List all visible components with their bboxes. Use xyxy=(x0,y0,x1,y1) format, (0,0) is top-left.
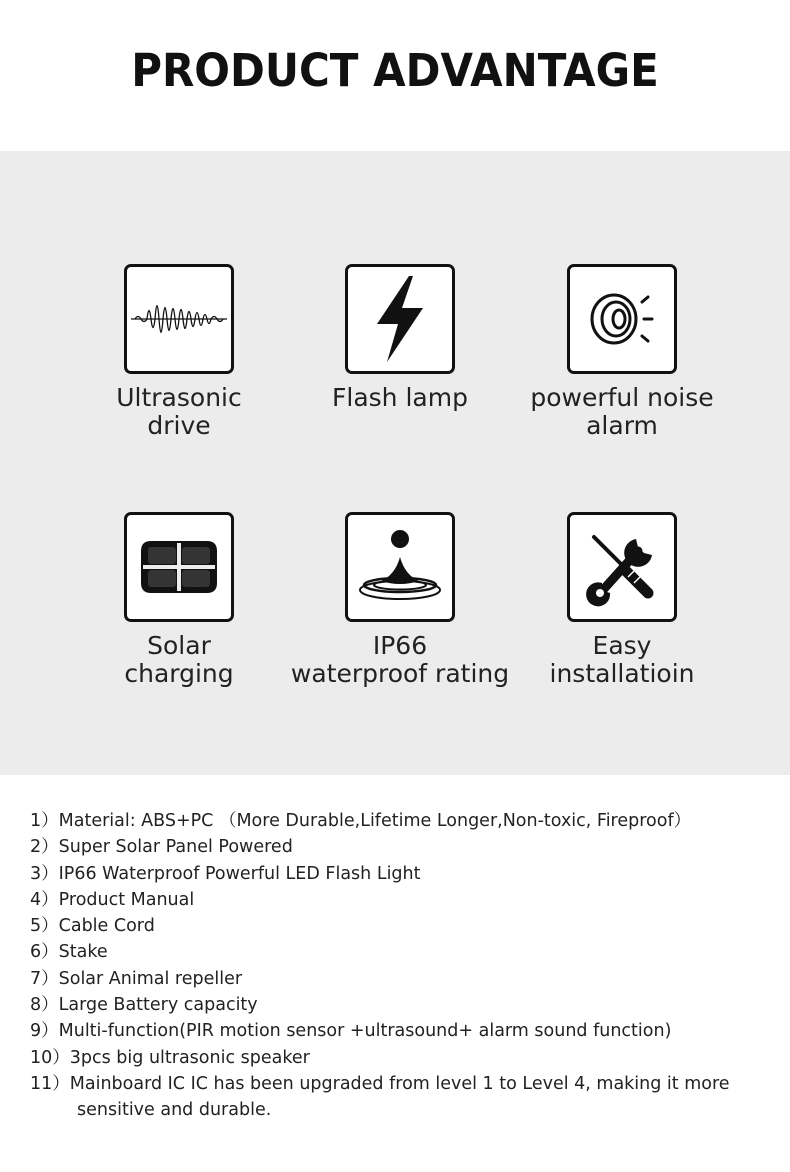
feature-label: waterproof rating xyxy=(290,659,510,688)
feature-ip66-waterproof xyxy=(280,512,520,688)
speaker-icon xyxy=(567,264,677,374)
list-item: 5）Cable Cord xyxy=(30,916,155,937)
list-item: 8）Large Battery capacity xyxy=(30,995,258,1016)
list-item: 1）Material: ABS+PC （More Durable,Lifetime Longer,Non-toxic, Fireproof） xyxy=(30,811,692,831)
tools-icon xyxy=(567,512,677,622)
list-item: 7）Solar Animal repeller xyxy=(30,968,243,989)
feature-label: Solar xyxy=(147,631,211,660)
list-item: 10）3pcs big ultrasonic speaker xyxy=(30,1047,310,1068)
feature-label: Ultrasonic xyxy=(116,383,242,412)
feature-easy-installation xyxy=(502,512,742,688)
feature-label: installatioin xyxy=(549,659,695,688)
water-drop-icon xyxy=(345,512,455,622)
feature-label: drive xyxy=(147,411,211,440)
feature-solar-charging xyxy=(59,512,299,688)
spec-list xyxy=(30,808,770,1124)
feature-label: Flash lamp xyxy=(332,383,468,412)
waveform-icon xyxy=(124,264,234,374)
solar-panel-icon xyxy=(124,512,234,622)
feature-noise-alarm xyxy=(502,264,742,440)
feature-label: alarm xyxy=(586,411,658,440)
list-item: 9）Multi-function(PIR motion sensor +ultrasound+ alarm sound function) xyxy=(30,1021,672,1042)
list-item: 11）Mainboard IC IC has been upgraded from level 1 to Level 4, making it more sensitive and durable. xyxy=(30,1073,730,1121)
list-item: 3）IP66 Waterproof Powerful LED Flash Light xyxy=(30,863,421,884)
lightning-icon xyxy=(345,264,455,374)
feature-ultrasonic-drive xyxy=(59,264,299,440)
feature-label: powerful noise xyxy=(530,383,714,412)
feature-label: IP66 xyxy=(372,631,428,660)
feature-label: charging xyxy=(124,659,234,688)
list-item: 2）Super Solar Panel Powered xyxy=(30,837,293,858)
feature-label: Easy xyxy=(592,631,652,660)
feature-flash-lamp xyxy=(280,264,520,412)
list-item: 4）Product Manual xyxy=(30,889,195,910)
page-title: PRODUCT ADVANTAGE xyxy=(131,44,659,97)
features-panel xyxy=(0,151,790,775)
list-item: 6）Stake xyxy=(30,942,108,963)
